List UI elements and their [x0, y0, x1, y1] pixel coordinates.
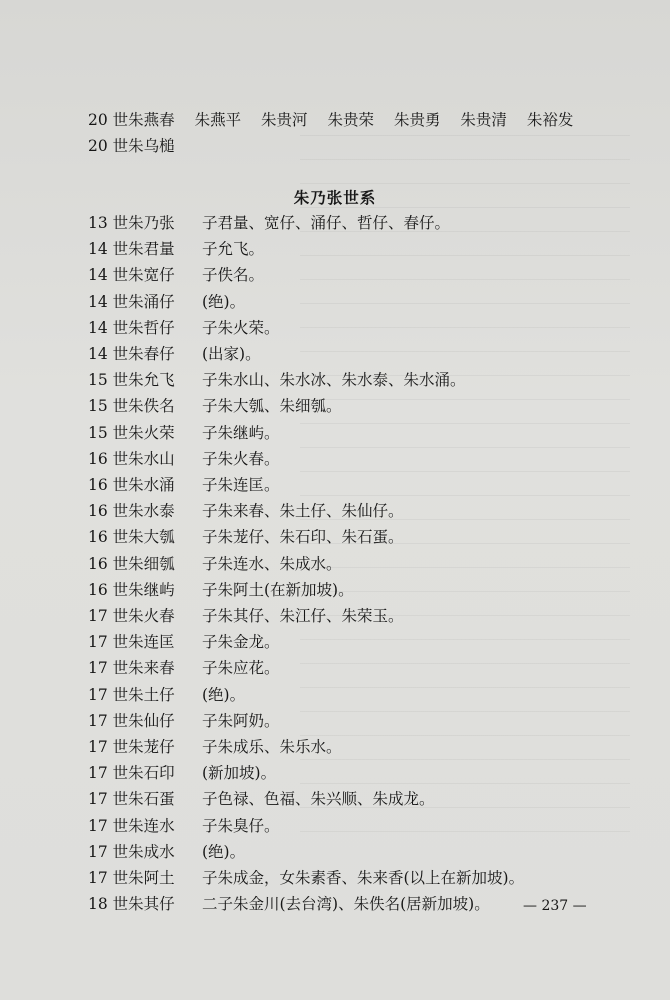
entry-generation: 16 世朱水山: [88, 450, 175, 468]
page-number: — 237 —: [523, 898, 587, 914]
top-name: 朱裕发: [526, 111, 574, 129]
entry-generation: 14 世朱宽仔: [88, 266, 175, 284]
entry-description: 子朱来春、朱土仔、朱仙仔。: [202, 502, 404, 520]
entry-generation: 17 世朱火春: [88, 607, 175, 625]
top-line: [88, 110, 588, 130]
entry-generation: 17 世朱连水: [88, 817, 175, 835]
top-name: 朱贵河: [261, 111, 308, 129]
entry-description: 子朱火春。: [202, 450, 280, 468]
bleed-through-texture: [300, 135, 630, 855]
entry-description: 子朱继屿。: [202, 424, 280, 442]
entry-description: (绝)。: [202, 686, 246, 704]
entry-description: (新加坡)。: [202, 764, 277, 782]
entry-generation: 16 世朱细瓠: [88, 555, 175, 573]
entry-generation: 14 世朱君量: [88, 240, 175, 258]
top-name: 20 世朱燕春: [88, 111, 175, 129]
entry-generation: 17 世朱来春: [88, 659, 175, 677]
entry-generation: 14 世朱涌仔: [88, 293, 175, 311]
entry-description: (绝)。: [202, 843, 246, 861]
entry-description: 子允飞。: [202, 240, 265, 258]
entry-generation: 18 世朱其仔: [88, 895, 175, 913]
top-name: 朱燕平: [194, 111, 242, 129]
entry-generation: 14 世朱春仔: [88, 345, 175, 363]
entry-description: 子朱水山、朱水冰、朱水泰、朱水涌。: [202, 371, 466, 389]
entry-description: 子朱阿土(在新加坡)。: [202, 581, 354, 599]
entry-generation: 16 世朱水泰: [88, 502, 175, 520]
entry-description: 子朱大瓠、朱细瓠。: [202, 397, 342, 415]
entry-description: 子朱火荣。: [202, 319, 280, 337]
entry-generation: 17 世朱仙仔: [88, 712, 175, 730]
entry-description: (绝)。: [202, 293, 246, 311]
entry-generation: 16 世朱水涌: [88, 476, 175, 494]
top-name: 朱贵清: [460, 111, 507, 129]
entry-generation: 17 世朱连匡: [88, 633, 175, 651]
entry-description: 子朱成乐、朱乐水。: [202, 738, 342, 756]
entry-description: 子朱其仔、朱江仔、朱荣玉。: [202, 607, 404, 625]
entry-generation: 16 世朱大瓠: [88, 528, 175, 546]
top-line-2: 20 世朱乌槌: [88, 137, 175, 155]
entry-description: 子朱连水、朱成水。: [202, 555, 342, 573]
entry-description: 子朱连匡。: [202, 476, 280, 494]
entry-description: 子佚名。: [202, 266, 265, 284]
entry-generation: 17 世朱茏仔: [88, 738, 175, 756]
entry-generation: 17 世朱阿土: [88, 869, 175, 887]
section-title: 朱乃张世系: [293, 189, 377, 207]
entry-generation: 17 世朱石印: [88, 764, 175, 782]
entry-generation: 17 世朱成水: [88, 843, 175, 861]
entry-description: 子朱成金，女朱素香、朱来香(以上在新加坡)。: [202, 869, 525, 887]
entry-description: 子朱茏仔、朱石印、朱石蛋。: [202, 528, 404, 546]
entry-description: 子朱阿奶。: [202, 712, 280, 730]
entry-generation: 14 世朱哲仔: [88, 319, 175, 337]
entry-description: (出家)。: [202, 345, 261, 363]
entry-generation: 13 世朱乃张: [88, 214, 175, 232]
top-name: 朱贵勇: [393, 111, 441, 129]
entry-description: 子色禄、色福、朱兴顺、朱成龙。: [202, 790, 435, 808]
entry-description: 二子朱金川(去台湾)、朱佚名(居新加坡)。: [202, 895, 490, 913]
entry-generation: 15 世朱火荣: [88, 424, 175, 442]
entry-generation: 15 世朱佚名: [88, 397, 175, 415]
entry-generation: 16 世朱继屿: [88, 581, 175, 599]
entry-description: 子君量、宽仔、涌仔、哲仔、春仔。: [202, 214, 451, 232]
entry-generation: 15 世朱允飞: [88, 371, 175, 389]
entry-description: 子朱金龙。: [202, 633, 280, 651]
entry-generation: 17 世朱土仔: [88, 686, 175, 704]
entry-description: 子朱应花。: [202, 659, 280, 677]
entry-generation: 17 世朱石蛋: [88, 790, 175, 808]
top-name: 朱贵荣: [327, 111, 375, 129]
entry-description: 子朱臭仔。: [202, 817, 280, 835]
